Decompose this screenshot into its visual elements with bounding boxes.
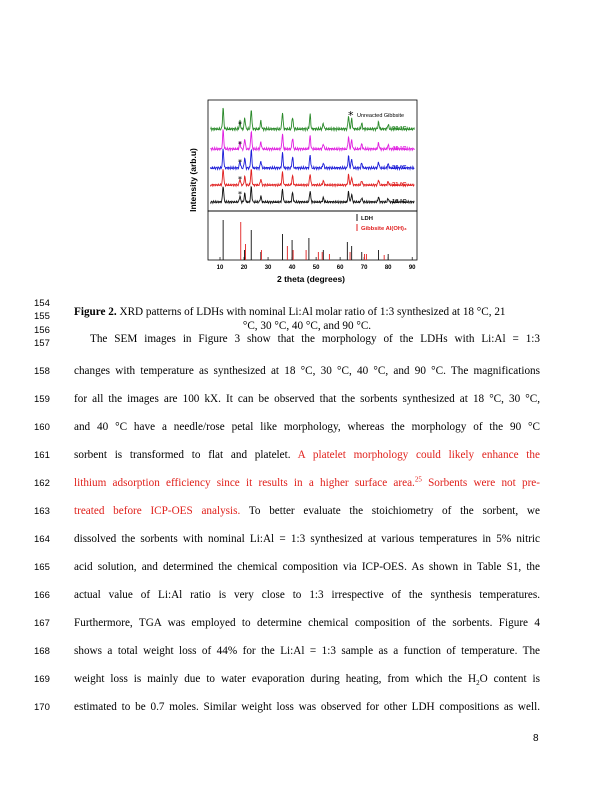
x-tick-label: 50 (312, 265, 320, 271)
line-number: 154 (34, 298, 50, 309)
gibbsite-star-marker: * (238, 140, 243, 149)
line-number: 160 (34, 422, 50, 433)
x-ticks (217, 257, 417, 271)
line-number: 163 (34, 506, 50, 517)
figure-caption (74, 305, 540, 319)
paragraph-line: and 40 °C have a needle/rose petal like morphology, whereas the morphology of the 90 °C (74, 421, 540, 433)
x-tick-label: 70 (360, 265, 368, 271)
line-number: 164 (34, 534, 50, 545)
x-tick-label: 90 (408, 265, 416, 271)
series-label-21: 21 °C (392, 182, 407, 188)
star-legend-label: Unreacted Gibbsite (357, 113, 405, 119)
text-span: sorbent is transformed to flat and platelet. (74, 449, 298, 461)
xrd-figure (180, 93, 440, 293)
caption-label: Figure 2. (74, 306, 117, 318)
text-span: O content is (479, 673, 540, 685)
line-number: 162 (34, 478, 50, 489)
highlighted-text: treated before ICP-OES analysis. (74, 505, 241, 517)
caption-text-1: XRD patterns of LDHs with nominal Li:Al molar ratio of 1:3 synthesized at 18 °C, 21 (116, 306, 506, 318)
x-tick-label: 80 (384, 265, 392, 271)
line-number: 156 (34, 325, 50, 336)
paragraph-line: dissolved the sorbents with nominal Li:Al = 1:3 synthesized at various temperatures in 5% nitric (74, 533, 540, 545)
paragraph-line: Furthermore, TGA was employed to determine chemical composition of the sorbents. Figure 4 (74, 617, 540, 629)
gibbsite-star-marker: * (238, 120, 243, 129)
line-number: 159 (34, 394, 50, 405)
x-tick-label: 60 (336, 265, 344, 271)
gibbsite-legend-label: Gibbsite Al(OH)₃ (361, 226, 407, 232)
series-label-90: 90 °C (392, 126, 407, 132)
y-axis-label: Intensity (arb.u) (188, 148, 198, 212)
x-tick-label: 10 (216, 265, 224, 271)
line-number: 167 (34, 618, 50, 629)
gibbsite-markers (238, 120, 242, 199)
line-number: 161 (34, 450, 50, 461)
line-number: 168 (34, 646, 50, 657)
page-number: 8 (533, 733, 539, 744)
figure-caption-cont (74, 319, 540, 333)
subscript: 2 (476, 679, 480, 688)
star-legend-marker: * (348, 109, 354, 122)
reference-panel-frame (208, 211, 417, 260)
highlighted-text: lithium adsorption efficiency since it results in a higher surface area. (74, 477, 415, 489)
paragraph-line: The SEM images in Figure 3 show that the morphology of the LDHs with Li:Al = 1:3 (90, 333, 540, 345)
series-label-18: 18 °C (392, 199, 407, 205)
paragraph-line: shows a total weight loss of 44% for the Li:Al = 1:3 sample as a function of temperature. The (74, 645, 540, 657)
paragraph-line (74, 672, 540, 686)
paragraph-line: actual value of Li:Al ratio is very close to 1:3 irrespective of the synthesis temperatures. (74, 589, 540, 601)
line-number: 169 (34, 674, 50, 685)
series-label-30: 30 °C (392, 165, 407, 171)
line-number: 155 (34, 311, 50, 322)
x-axis-label: 2 theta (degrees) (276, 274, 346, 284)
highlighted-text: A platelet morphology could likely enhance the (297, 449, 540, 461)
xrd-chart (180, 93, 440, 293)
paragraph-line: acid solution, and determined the chemical composition via ICP-OES. As shown in Table S1, the (74, 561, 540, 573)
line-number: 170 (34, 702, 50, 713)
x-tick-label: 40 (288, 265, 296, 271)
paragraph-line: for all the images are 100 kX. It can be observed that the sorbents synthesized at 18 °C, 30 °C, (74, 393, 540, 405)
paragraph-line (74, 476, 540, 490)
ldh-legend-label: LDH (361, 216, 373, 222)
text-span: weight loss is mainly due to water evaporation during heating, from which the H (74, 673, 477, 685)
text-span: To better evaluate the stoichiometry of the sorbent, we (240, 505, 540, 517)
series-label-40: 40 °C (392, 146, 407, 152)
gibbsite-star-marker: * (238, 175, 243, 184)
x-tick-label: 30 (264, 265, 272, 271)
paragraph-line: changes with temperature as synthesized at 18 °C, 30 °C, 40 °C, and 90 °C. The magnifications (74, 365, 540, 377)
line-number: 157 (34, 338, 50, 349)
x-tick-label: 20 (240, 265, 248, 271)
citation-superscript: 25 (414, 475, 422, 484)
highlighted-text: Sorbents were not pre- (421, 477, 540, 489)
gibbsite-star-marker: * (238, 190, 243, 199)
paragraph-line: estimated to be 0.7 moles. Similar weight loss was observed for other LDH compositions as well. (74, 701, 540, 713)
paragraph-line (74, 504, 540, 518)
line-number: 165 (34, 562, 50, 573)
caption-text-2: °C, 30 °C, 40 °C, and 90 °C. (242, 320, 372, 332)
gibbsite-star-marker: * (238, 158, 243, 167)
line-number: 158 (34, 366, 50, 377)
paragraph-line (74, 448, 540, 462)
line-number: 166 (34, 590, 50, 601)
